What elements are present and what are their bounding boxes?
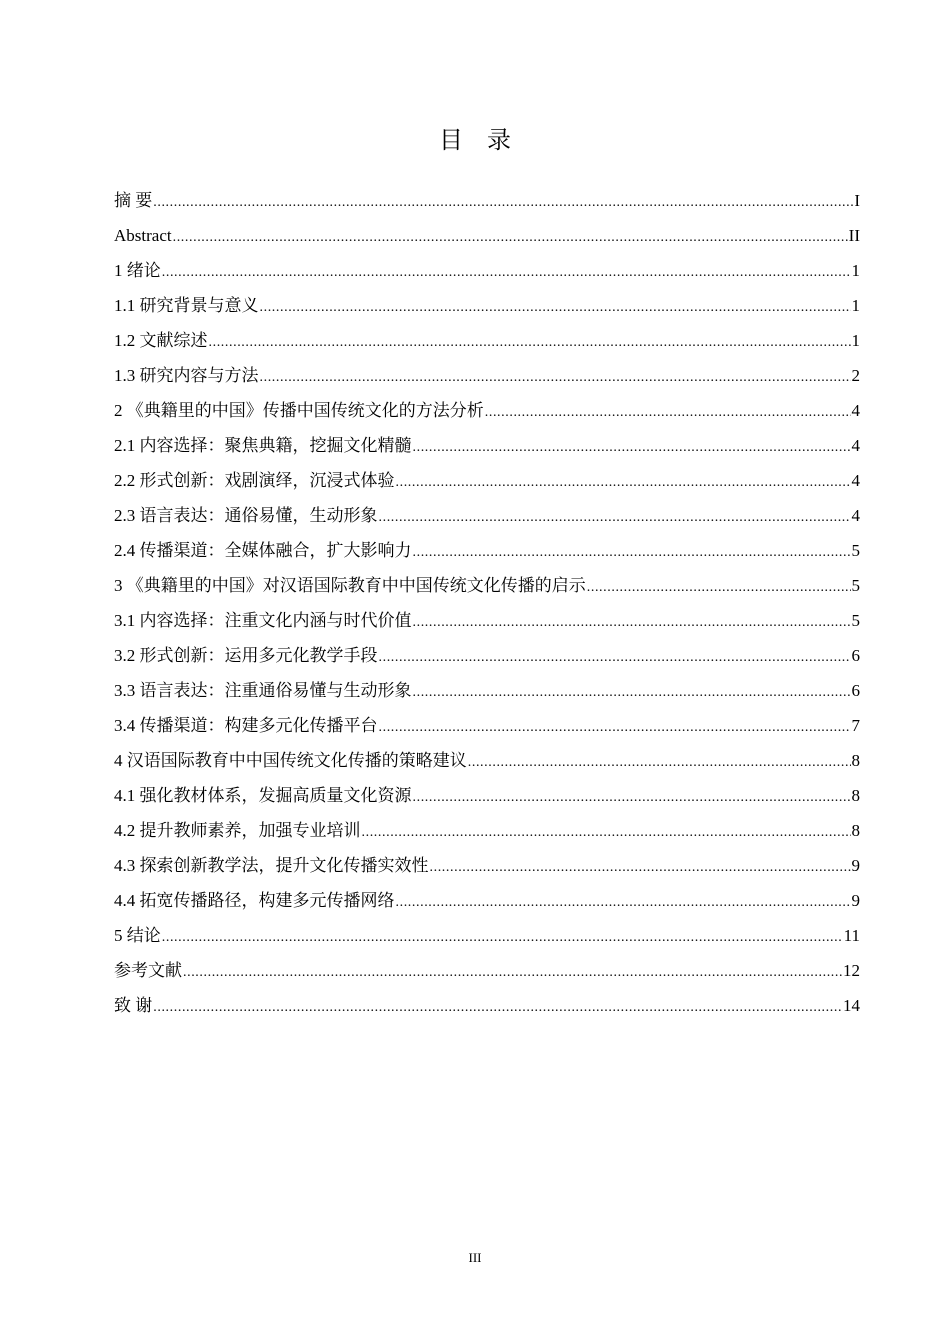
toc-dot-leader bbox=[413, 783, 851, 813]
toc-entry[interactable] bbox=[114, 746, 860, 781]
toc-dot-leader bbox=[173, 223, 848, 253]
toc-entry[interactable] bbox=[114, 186, 860, 221]
toc-entry-label: 5 结论 bbox=[114, 926, 161, 945]
toc-dot-leader bbox=[413, 433, 851, 463]
toc-title-char: 录 bbox=[487, 126, 511, 154]
toc-entry[interactable] bbox=[114, 606, 860, 641]
toc-dot-leader bbox=[153, 188, 853, 218]
toc-entry-page: 11 bbox=[843, 926, 860, 945]
toc-dot-leader bbox=[413, 608, 851, 638]
toc-dot-leader bbox=[413, 538, 851, 568]
toc-entry-page: 4 bbox=[851, 436, 860, 455]
toc-dot-leader bbox=[183, 958, 842, 988]
toc-entry-page: 4 bbox=[851, 506, 860, 525]
toc-entry[interactable] bbox=[114, 536, 860, 571]
toc-entry-label: 摘 要 bbox=[114, 191, 153, 210]
toc-entry[interactable] bbox=[114, 921, 860, 956]
toc-entry-page: 1 bbox=[851, 296, 860, 315]
toc-dot-leader bbox=[379, 503, 851, 533]
toc-title-char: 目 bbox=[439, 126, 463, 154]
toc-entry-page: 6 bbox=[851, 681, 860, 700]
toc-entry[interactable] bbox=[114, 676, 860, 711]
toc-entry-label: 3.3 语言表达：注重通俗易懂与生动形象 bbox=[114, 681, 412, 700]
toc-entry-label: 4 汉语国际教育中中国传统文化传播的策略建议 bbox=[114, 751, 467, 770]
toc-entry[interactable] bbox=[114, 851, 860, 886]
toc-dot-leader bbox=[396, 888, 851, 918]
toc-entry-label: 1.1 研究背景与意义 bbox=[114, 296, 259, 315]
toc-dot-leader bbox=[153, 993, 842, 1023]
toc-entry-label: 致 谢 bbox=[114, 996, 153, 1015]
toc-entry-label: 3.2 形式创新：运用多元化教学手段 bbox=[114, 646, 378, 665]
toc-entry-page: I bbox=[854, 191, 860, 210]
toc-entry[interactable] bbox=[114, 816, 860, 851]
toc-entry-label: 4.3 探索创新教学法，提升文化传播实效性 bbox=[114, 856, 429, 875]
toc-entry[interactable] bbox=[114, 291, 860, 326]
toc-dot-leader bbox=[468, 748, 851, 778]
toc-dot-leader bbox=[396, 468, 851, 498]
toc-entry-page: 7 bbox=[851, 716, 860, 735]
toc-entry-page: 1 bbox=[851, 261, 860, 280]
toc-entry[interactable] bbox=[114, 466, 860, 501]
toc-entry[interactable] bbox=[114, 501, 860, 536]
toc-entry[interactable] bbox=[114, 711, 860, 746]
toc-entry[interactable] bbox=[114, 641, 860, 676]
toc-entry-label: 4.1 强化教材体系，发掘高质量文化资源 bbox=[114, 786, 412, 805]
toc-entry-label: 3.1 内容选择：注重文化内涵与时代价值 bbox=[114, 611, 412, 630]
toc-dot-leader bbox=[413, 678, 851, 708]
toc-dot-leader bbox=[162, 258, 851, 288]
toc-entry[interactable] bbox=[114, 956, 860, 991]
toc-entry-page: 9 bbox=[851, 856, 860, 875]
toc-dot-leader bbox=[587, 573, 851, 603]
toc-entry-label: 参考文献 bbox=[114, 961, 182, 980]
toc-entry-label: 1 绪论 bbox=[114, 261, 161, 280]
toc-entry-label: 2.2 形式创新：戏剧演绎，沉浸式体验 bbox=[114, 471, 395, 490]
toc-entry-page: 4 bbox=[851, 401, 860, 420]
toc-dot-leader bbox=[379, 713, 851, 743]
toc-entry-page: 8 bbox=[851, 821, 860, 840]
toc-entry-page: II bbox=[848, 226, 860, 245]
toc-entry-label: 4.2 提升教师素养，加强专业培训 bbox=[114, 821, 361, 840]
toc-entry-label: 1.3 研究内容与方法 bbox=[114, 366, 259, 385]
toc-entry-page: 5 bbox=[851, 576, 860, 595]
toc-entry-page: 2 bbox=[851, 366, 860, 385]
toc-entry[interactable] bbox=[114, 991, 860, 1026]
toc-entry-label: 2 《典籍里的中国》传播中国传统文化的方法分析 bbox=[114, 401, 484, 420]
toc-entry-label: 2.1 内容选择：聚焦典籍，挖掘文化精髓 bbox=[114, 436, 412, 455]
toc-entry-label: 3.4 传播渠道：构建多元化传播平台 bbox=[114, 716, 378, 735]
toc-entry[interactable] bbox=[114, 361, 860, 396]
footer-page-number: III bbox=[468, 1250, 482, 1265]
toc-entry-page: 14 bbox=[843, 996, 860, 1015]
toc-entry-page: 4 bbox=[851, 471, 860, 490]
toc-entry-page: 5 bbox=[851, 541, 860, 560]
toc-entry-page: 6 bbox=[851, 646, 860, 665]
toc-entry[interactable] bbox=[114, 221, 860, 256]
table-of-contents bbox=[114, 186, 860, 1026]
toc-dot-leader bbox=[209, 328, 851, 358]
toc-title bbox=[0, 120, 950, 155]
toc-entry[interactable] bbox=[114, 256, 860, 291]
toc-dot-leader bbox=[430, 853, 851, 883]
toc-entry-page: 8 bbox=[851, 786, 860, 805]
toc-entry[interactable] bbox=[114, 886, 860, 921]
toc-dot-leader bbox=[260, 293, 851, 323]
toc-entry-label: 2.3 语言表达：通俗易懂，生动形象 bbox=[114, 506, 378, 525]
toc-dot-leader bbox=[379, 643, 851, 673]
toc-dot-leader bbox=[162, 923, 843, 953]
toc-entry[interactable] bbox=[114, 781, 860, 816]
toc-entry-label: 2.4 传播渠道：全媒体融合，扩大影响力 bbox=[114, 541, 412, 560]
toc-entry-page: 5 bbox=[851, 611, 860, 630]
toc-dot-leader bbox=[362, 818, 851, 848]
toc-entry[interactable] bbox=[114, 431, 860, 466]
toc-entry-page: 1 bbox=[851, 331, 860, 350]
toc-entry-label: Abstract bbox=[114, 226, 172, 245]
toc-entry-label: 1.2 文献综述 bbox=[114, 331, 208, 350]
toc-entry-page: 9 bbox=[851, 891, 860, 910]
toc-entry-page: 8 bbox=[851, 751, 860, 770]
toc-dot-leader bbox=[260, 363, 851, 393]
toc-entry-page: 12 bbox=[843, 961, 860, 980]
toc-entry[interactable] bbox=[114, 396, 860, 431]
toc-dot-leader bbox=[485, 398, 851, 428]
toc-entry-label: 3 《典籍里的中国》对汉语国际教育中中国传统文化传播的启示 bbox=[114, 576, 586, 595]
toc-entry[interactable] bbox=[114, 326, 860, 361]
toc-entry[interactable] bbox=[114, 571, 860, 606]
toc-entry-label: 4.4 拓宽传播路径，构建多元传播网络 bbox=[114, 891, 395, 910]
